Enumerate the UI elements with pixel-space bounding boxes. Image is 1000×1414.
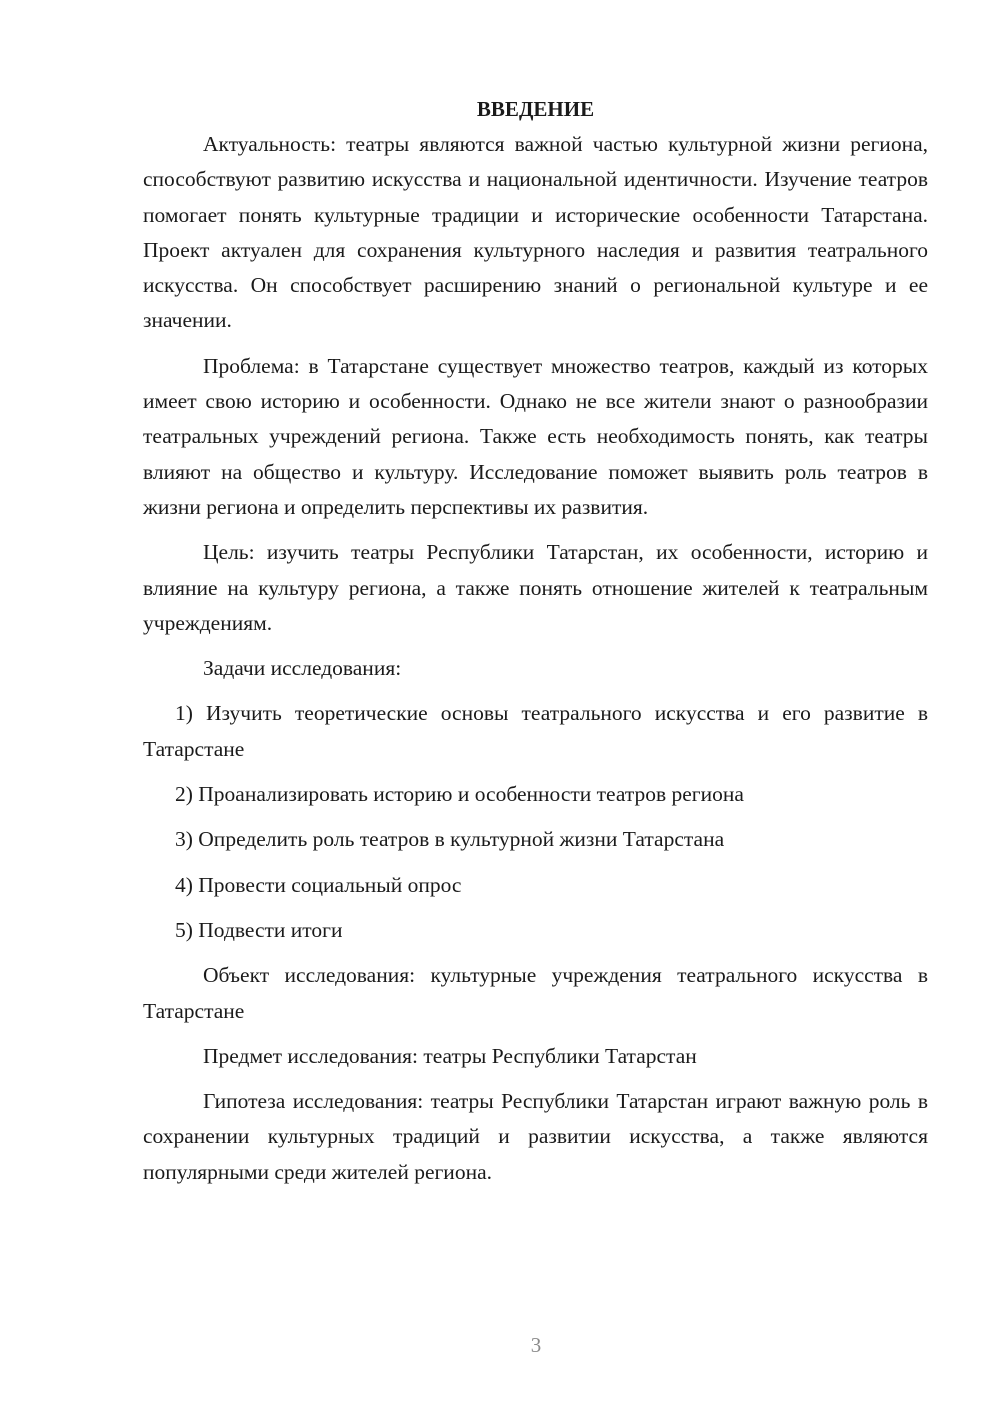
- subject-paragraph: Предмет исследования: театры Республики Татарстан: [203, 1043, 697, 1068]
- task-item: 1) Изучить теоретические основы театрального искусства и его развитие в Татарстане: [143, 701, 928, 761]
- tasks-label: Задачи исследования:: [203, 656, 402, 681]
- goal-paragraph: Цель: изучить театры Республики Татарстан, их особенности, историю и влияние на культуру региона, а также понять отношение жителей к театральным учреждениям.: [143, 540, 928, 635]
- hypothesis-paragraph: Гипотеза исследования: театры Республики Татарстан играют важную роль в сохранении культурных традиций и развитии искусства, а также являются популярными среди жителей региона.: [143, 1089, 928, 1184]
- task-item: 4) Провести социальный опрос: [175, 872, 462, 897]
- tasks-list: [143, 696, 928, 948]
- problem-paragraph: Проблема: в Татарстане существует множество театров, каждый из которых имеет свою историю и особенности. Однако не все жители знают о разнообразии театральных учреждений региона. Также есть необходимость понять, как театры влияют на общество и культуру. Исследование поможет выявить роль театров в жизни региона и определить перспективы их развития.: [143, 353, 928, 519]
- task-item: 5) Подвести итоги: [175, 917, 343, 942]
- task-item: 2) Проанализировать историю и особенности театров региона: [175, 782, 744, 807]
- object-paragraph: Объект исследования: культурные учреждения театрального искусства в Татарстане: [143, 963, 928, 1023]
- relevance-paragraph: Актуальность: театры являются важной частью культурной жизни региона, способствуют развитию искусства и национальной идентичности. Изучение театров помогает понять культурные традиции и исторические особенности Татарстана. Проект актуален для сохранения культурного наследия и развития театрального искусства. Он способствует расширению знаний о региональной культуре и ее значении.: [143, 132, 928, 333]
- document-page: [143, 92, 928, 1200]
- task-item: 3) Определить роль театров в культурной жизни Татарстана: [175, 827, 725, 852]
- page-number: 3: [530, 1333, 542, 1357]
- section-heading: ВВЕДЕНИЕ: [476, 97, 595, 121]
